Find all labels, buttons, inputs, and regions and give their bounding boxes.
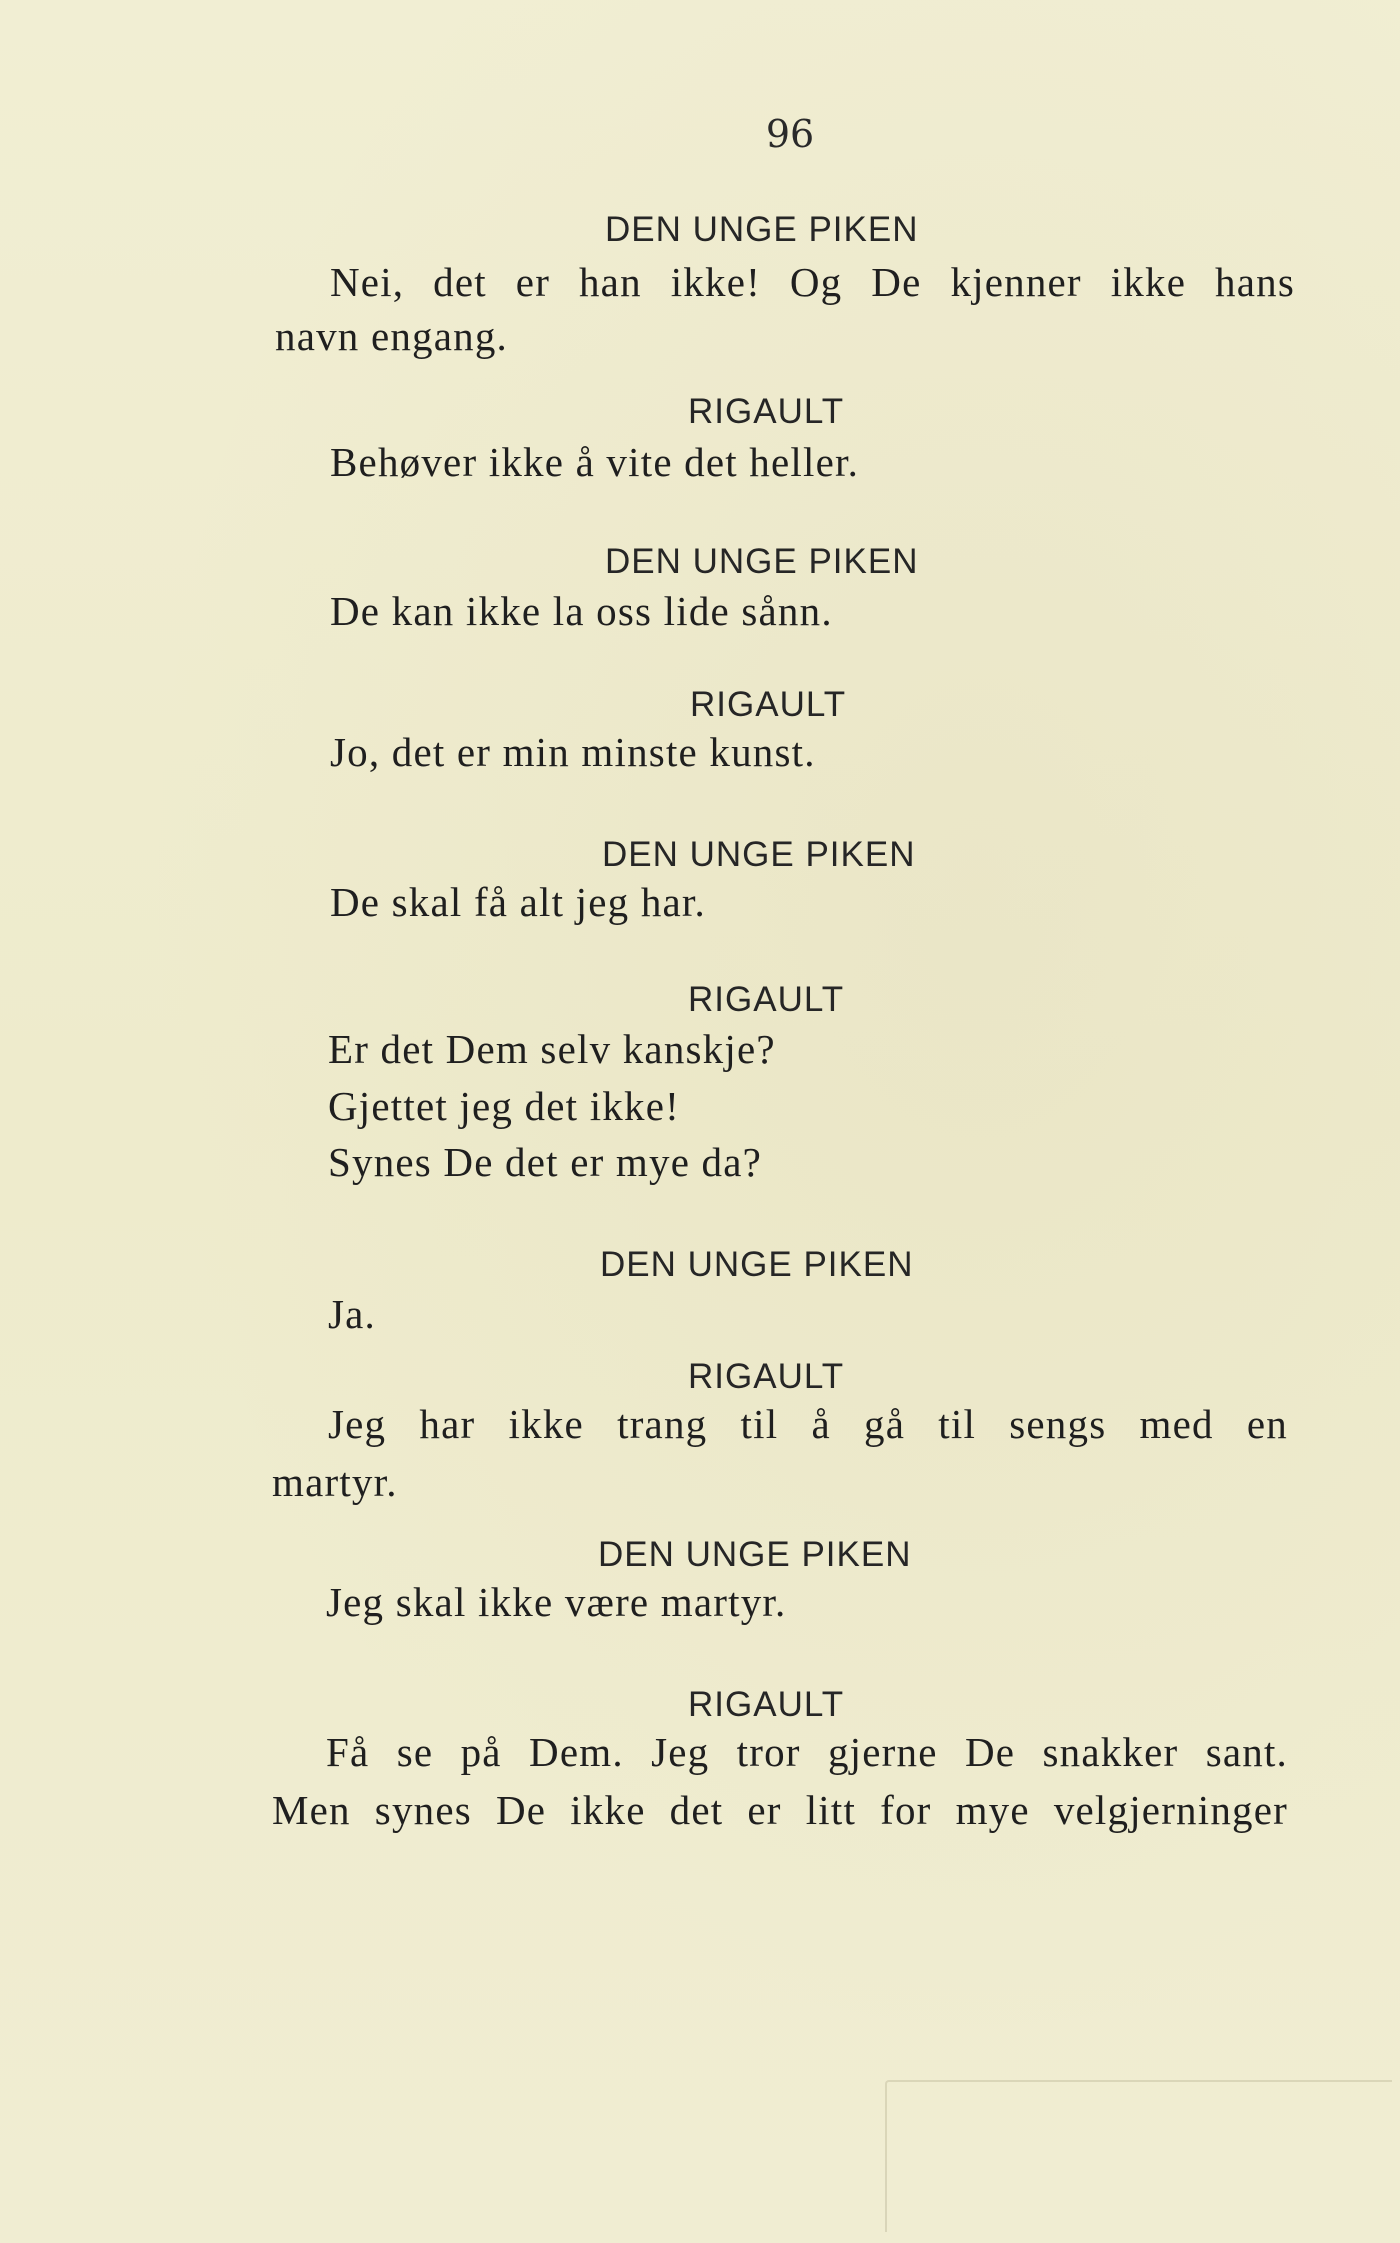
speaker-name: DEN UNGE PIKEN (605, 542, 919, 581)
speaker-name: DEN UNGE PIKEN (600, 1245, 914, 1284)
speaker-name: RIGAULT (690, 685, 847, 724)
dialogue-line: Ja. (328, 1291, 377, 1337)
speaker-name: DEN UNGE PIKEN (602, 835, 916, 874)
speaker-name: DEN UNGE PIKEN (598, 1535, 912, 1574)
dialogue-line: Jo, det er min minste kunst. (330, 729, 816, 775)
dialogue-line: De kan ikke la oss lide sånn. (330, 588, 833, 634)
speaker-name: RIGAULT (688, 980, 845, 1019)
dialogue-line: Men synes De ikke det er litt for mye velgjerninger (272, 1787, 1288, 1833)
dialogue-line: Få se på Dem. Jeg tror gjerne De snakker sant. (326, 1729, 1288, 1775)
dialogue-line: martyr. (272, 1459, 398, 1505)
dialogue-line: navn engang. (275, 313, 508, 359)
dialogue-line: Jeg har ikke trang til å gå til sengs med en (328, 1401, 1288, 1447)
speaker-name: DEN UNGE PIKEN (605, 210, 919, 249)
dialogue-line: Synes De det er mye da? (328, 1139, 763, 1185)
dialogue-line: De skal få alt jeg har. (330, 879, 706, 925)
scan-corner-mark (885, 2080, 1392, 2232)
dialogue-line: Er det Dem selv kanskje? (328, 1026, 776, 1072)
dialogue-line: Nei, det er han ikke! Og De kjenner ikke hans (330, 259, 1295, 305)
speaker-name: RIGAULT (688, 1685, 845, 1724)
dialogue-line: Jeg skal ikke være martyr. (326, 1579, 787, 1625)
dialogue-line: Behøver ikke å vite det heller. (330, 439, 860, 485)
page-number: 96 (765, 112, 815, 156)
speaker-name: RIGAULT (688, 1357, 845, 1396)
speaker-name: RIGAULT (688, 392, 845, 431)
dialogue-line: Gjettet jeg det ikke! (328, 1083, 680, 1129)
